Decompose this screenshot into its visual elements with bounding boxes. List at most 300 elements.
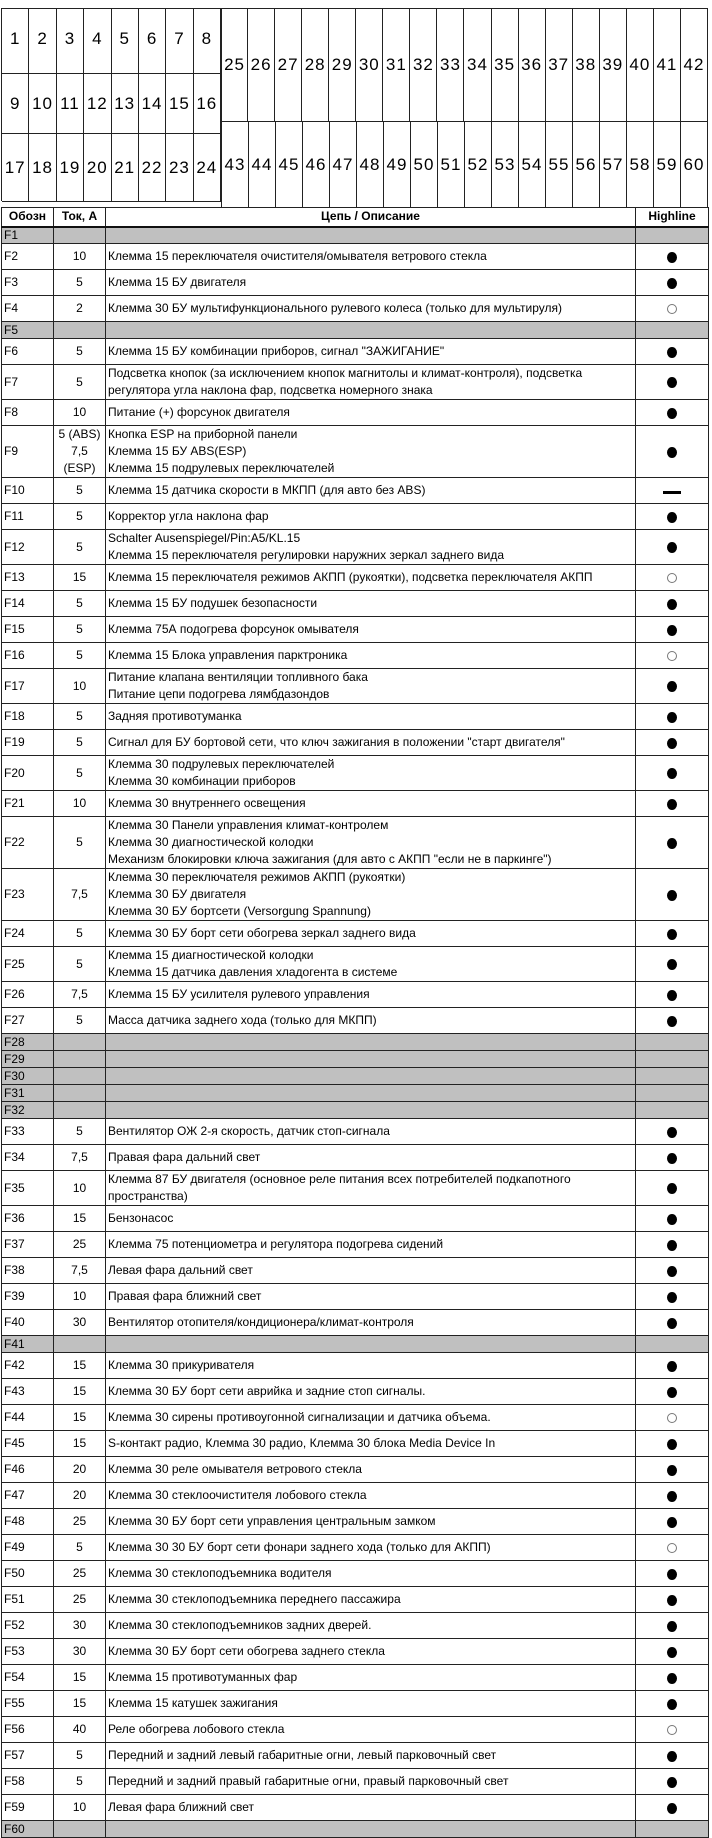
open-circle-icon <box>667 1725 677 1735</box>
description-line: Кнопка ESP на приборной панели <box>108 427 298 441</box>
highline-cell <box>636 1258 709 1284</box>
description-line: Клемма 30 переключателя режимов АКПП (рукоятки) <box>108 870 406 884</box>
table-row <box>2 921 709 947</box>
fuse-description <box>106 1769 636 1795</box>
fuse-slot: 13 <box>112 74 139 134</box>
fuse-slot: 39 <box>600 9 627 122</box>
fuse-current: 15 <box>54 1353 106 1379</box>
description-line: Клемма 30 стеклоподъемника водителя <box>108 1566 332 1580</box>
filled-circle-icon <box>667 712 677 723</box>
fuse-description <box>106 504 636 530</box>
table-row <box>2 1561 709 1587</box>
table-row <box>2 1119 709 1145</box>
fuse-slot: 11 <box>57 74 84 134</box>
description-line: Клемма 15 диагностической колодки <box>108 948 314 962</box>
description-line: Клемма 30 прикуривателя <box>108 1358 255 1372</box>
table-row <box>2 1795 709 1821</box>
table-row <box>2 1639 709 1665</box>
fuse-current: 7,5 <box>54 869 106 921</box>
fuse-description <box>106 704 636 730</box>
highline-cell <box>636 1102 709 1119</box>
fuse-designation: F40 <box>2 1310 54 1336</box>
filled-circle-icon <box>667 1621 677 1632</box>
description-line: Правая фара ближний свет <box>108 1289 262 1303</box>
fuse-slot: 25 <box>221 9 248 122</box>
fuse-description <box>106 921 636 947</box>
filled-circle-icon <box>667 929 677 940</box>
highline-cell <box>636 1206 709 1232</box>
fuse-slot: 23 <box>166 134 193 202</box>
open-circle-icon <box>667 573 677 583</box>
fuse-slot: 35 <box>492 9 519 122</box>
description-line: Клемма 30 стеклоподъемника переднего пассажира <box>108 1592 401 1606</box>
fuse-current: 5 <box>54 817 106 869</box>
fuse-description <box>106 1691 636 1717</box>
fuse-description <box>106 1795 636 1821</box>
fuse-current: 5 <box>54 1743 106 1769</box>
fuse-current: 5 <box>54 617 106 643</box>
highline-cell <box>636 1034 709 1051</box>
fuse-slot: 38 <box>573 9 600 122</box>
table-row <box>2 565 709 591</box>
fuse-current: 30 <box>54 1310 106 1336</box>
fuse-description <box>106 982 636 1008</box>
highline-cell <box>636 365 709 400</box>
table-row <box>2 591 709 617</box>
fuse-current: 15 <box>54 565 106 591</box>
description-line: Вентилятор ОЖ 2-я скорость, датчик стоп-сигнала <box>108 1124 390 1138</box>
fuse-designation: F17 <box>2 669 54 704</box>
filled-circle-icon <box>667 347 677 358</box>
description-line: Задняя противотуманка <box>108 709 242 723</box>
filled-circle-icon <box>667 1127 677 1138</box>
fuse-current: 5 <box>54 591 106 617</box>
description-line: Клемма 15 подрулевых переключателей <box>108 461 335 475</box>
fuse-designation: F31 <box>2 1085 54 1102</box>
fuse-description <box>106 1353 636 1379</box>
fuse-designation: F57 <box>2 1743 54 1769</box>
fuse-designation: F18 <box>2 704 54 730</box>
table-row <box>2 617 709 643</box>
filled-circle-icon <box>667 512 677 523</box>
fuse-designation: F55 <box>2 1691 54 1717</box>
description-line: Подсветка кнопок (за исключением кнопок магнитолы и климат-контроля), подсветка <box>108 366 583 380</box>
fuse-description <box>106 478 636 504</box>
description-line: Клемма 30 подрулевых переключателей <box>108 757 335 771</box>
fuse-designation: F2 <box>2 244 54 270</box>
fuse-current <box>54 1102 106 1119</box>
fuse-slot: 46 <box>303 122 330 208</box>
fuse-current <box>54 1068 106 1085</box>
table-row <box>2 704 709 730</box>
highline-cell <box>636 817 709 869</box>
fuse-designation: F33 <box>2 1119 54 1145</box>
description-line: Клемма 15 датчика скорости в МКПП (для авто без ABS) <box>108 483 426 497</box>
fuse-designation: F12 <box>2 530 54 565</box>
fuse-designation: F41 <box>2 1336 54 1353</box>
filled-circle-icon <box>667 1569 677 1580</box>
description-line: Клемма 30 БУ борт сети управления центральным замком <box>108 1514 436 1528</box>
highline-cell <box>636 869 709 921</box>
fuse-block-left <box>1 8 221 201</box>
highline-cell <box>636 1068 709 1085</box>
fuse-description <box>106 296 636 322</box>
filled-circle-icon <box>667 768 677 779</box>
description-line: Питание (+) форсунок двигателя <box>108 405 290 419</box>
fuse-description <box>106 227 636 244</box>
description-line: Клемма 30 комбинации приборов <box>108 774 296 788</box>
highline-cell <box>636 1431 709 1457</box>
fuse-description <box>106 1509 636 1535</box>
highline-cell <box>636 1483 709 1509</box>
highline-cell <box>636 339 709 365</box>
description-line: Клемма 30 стеклоочистителя лобового стекла <box>108 1488 367 1502</box>
dash-icon <box>663 491 681 494</box>
fuse-slot: 15 <box>166 74 193 134</box>
description-line: Правая фара дальний свет <box>108 1150 261 1164</box>
highline-cell <box>636 643 709 669</box>
table-row <box>2 1405 709 1431</box>
fuse-designation: F19 <box>2 730 54 756</box>
description-line: Клемма 87 БУ двигателя (основное реле питания всех потребителей подкапотного <box>108 1172 571 1186</box>
fuse-slot: 24 <box>194 134 221 202</box>
fuse-slot: 26 <box>248 9 275 122</box>
filled-circle-icon <box>667 278 677 289</box>
table-row <box>2 1691 709 1717</box>
fuse-current: 10 <box>54 400 106 426</box>
fuse-slot: 45 <box>276 122 303 208</box>
table-row <box>2 426 709 478</box>
fuse-description <box>106 1258 636 1284</box>
fuse-description <box>106 1284 636 1310</box>
highline-cell <box>636 1509 709 1535</box>
fuse-current: 5 <box>54 1535 106 1561</box>
table-row <box>2 244 709 270</box>
filled-circle-icon <box>667 1292 677 1303</box>
table-row <box>2 1587 709 1613</box>
table-row <box>2 1310 709 1336</box>
description-line: Клемма 15 БУ ABS(ESP) <box>108 444 247 458</box>
fuse-slot: 49 <box>384 122 411 208</box>
table-row <box>2 947 709 982</box>
description-line: Клемма 30 диагностической колодки <box>108 835 314 849</box>
fuse-designation: F6 <box>2 339 54 365</box>
fuse-current: 10 <box>54 1284 106 1310</box>
filled-circle-icon <box>667 1153 677 1164</box>
fuse-slot: 37 <box>546 9 573 122</box>
fuse-current: 5 <box>54 947 106 982</box>
fuse-slot: 6 <box>139 9 166 74</box>
fuse-slot: 55 <box>546 122 573 208</box>
table-row <box>2 504 709 530</box>
fuse-slot: 9 <box>2 74 29 134</box>
description-line: Клемма 30 сирены противоугонной сигнализации и датчика объема. <box>108 1410 491 1424</box>
current-line: (ESP) <box>63 461 96 475</box>
fuse-designation: F46 <box>2 1457 54 1483</box>
fuse-slot: 18 <box>29 134 56 202</box>
fuse-designation: F13 <box>2 565 54 591</box>
highline-cell <box>636 1405 709 1431</box>
fuse-designation: F3 <box>2 270 54 296</box>
highline-cell <box>636 227 709 244</box>
fuse-slot: 44 <box>249 122 276 208</box>
fuse-slot: 2 <box>29 9 56 74</box>
highline-cell <box>636 478 709 504</box>
fuse-description <box>106 400 636 426</box>
fuse-designation: F22 <box>2 817 54 869</box>
description-line: Клемма 30 Панели управления климат-контролем <box>108 818 389 832</box>
fuse-slot: 60 <box>681 122 708 208</box>
filled-circle-icon <box>667 1673 677 1684</box>
fuse-description <box>106 530 636 565</box>
description-line: Клемма 30 стеклоподъемников задних дверей. <box>108 1618 372 1632</box>
fuse-slot: 16 <box>194 74 221 134</box>
fuse-description <box>106 1232 636 1258</box>
table-row <box>2 1232 709 1258</box>
table-row <box>2 296 709 322</box>
fuse-description <box>106 339 636 365</box>
fuse-current <box>54 322 106 339</box>
table-row <box>2 270 709 296</box>
description-line: регулятора угла наклона фар, подсветка номерного знака <box>108 383 433 397</box>
filled-circle-icon <box>667 799 677 810</box>
description-line: Левая фара дальний свет <box>108 1263 253 1277</box>
description-line: Передний и задний левый габаритные огни, левый парковочный свет <box>108 1748 497 1762</box>
highline-cell <box>636 791 709 817</box>
fuse-slot: 22 <box>139 134 166 202</box>
fuse-slot: 51 <box>438 122 465 208</box>
fuse-slot: 21 <box>112 134 139 202</box>
table-row <box>2 756 709 791</box>
highline-cell <box>636 591 709 617</box>
highline-cell <box>636 1639 709 1665</box>
table-row <box>2 1284 709 1310</box>
fuse-description <box>106 1821 636 1838</box>
fuse-current: 5 <box>54 478 106 504</box>
highline-cell <box>636 1353 709 1379</box>
fuse-current: 5 <box>54 1008 106 1034</box>
highline-cell <box>636 1821 709 1838</box>
fuse-designation: F47 <box>2 1483 54 1509</box>
fuse-description <box>106 791 636 817</box>
fuse-current: 5 <box>54 1119 106 1145</box>
filled-circle-icon <box>667 838 677 849</box>
highline-cell <box>636 504 709 530</box>
fuse-description <box>106 270 636 296</box>
highline-cell <box>636 1171 709 1206</box>
fuse-designation: F25 <box>2 947 54 982</box>
fuse-current: 5 <box>54 704 106 730</box>
fuse-slot: 48 <box>357 122 384 208</box>
fuse-slot: 8 <box>194 9 221 74</box>
highline-cell <box>636 530 709 565</box>
table-row <box>2 791 709 817</box>
filled-circle-icon <box>667 1517 677 1528</box>
fuse-current: 5 <box>54 921 106 947</box>
description-line: Клемма 30 БУ борт сети обогрева зеркал заднего вида <box>108 926 416 940</box>
table-row <box>2 1535 709 1561</box>
fuse-designation: F45 <box>2 1431 54 1457</box>
fuse-description <box>106 1102 636 1119</box>
description-line: Клемма 75 потенциометра и регулятора подогрева сидений <box>108 1237 444 1251</box>
fuse-current: 5 <box>54 504 106 530</box>
table-row <box>2 400 709 426</box>
description-line: Клемма 30 БУ бортсети (Versorgung Spannung) <box>108 904 371 918</box>
header-highline: Highline <box>636 208 709 227</box>
filled-circle-icon <box>667 959 677 970</box>
fuse-designation: F7 <box>2 365 54 400</box>
fuse-block-right-bottom <box>221 122 708 208</box>
fuse-slot: 56 <box>573 122 600 208</box>
filled-circle-icon <box>667 990 677 1001</box>
highline-cell <box>636 704 709 730</box>
highline-cell <box>636 1336 709 1353</box>
fuse-designation: F48 <box>2 1509 54 1535</box>
highline-cell <box>636 1085 709 1102</box>
header-designation: Обозн <box>2 208 54 227</box>
fuse-description <box>106 244 636 270</box>
table-row <box>2 1102 709 1119</box>
filled-circle-icon <box>667 890 677 901</box>
fuse-description <box>106 1034 636 1051</box>
table-row <box>2 1008 709 1034</box>
description-line: Клемма 15 переключателя очистителя/омывателя ветрового стекла <box>108 249 487 263</box>
fuse-current: 5 <box>54 756 106 791</box>
fuse-designation: F20 <box>2 756 54 791</box>
fuse-current: 15 <box>54 1206 106 1232</box>
fuse-designation: F34 <box>2 1145 54 1171</box>
fuse-current <box>54 227 106 244</box>
fuse-designation: F27 <box>2 1008 54 1034</box>
fuse-description <box>106 1639 636 1665</box>
fuse-designation: F37 <box>2 1232 54 1258</box>
fuse-designation: F5 <box>2 322 54 339</box>
fuse-designation: F56 <box>2 1717 54 1743</box>
fuse-slot: 53 <box>492 122 519 208</box>
description-line: Клемма 30 БУ мультифункционального рулевого колеса (только для мультируля) <box>108 301 563 315</box>
fuse-designation: F59 <box>2 1795 54 1821</box>
filled-circle-icon <box>667 542 677 553</box>
highline-cell <box>636 1008 709 1034</box>
description-line: Клемма 30 внутреннего освещения <box>108 796 306 810</box>
fuse-current: 5 <box>54 730 106 756</box>
description-line: Корректор угла наклона фар <box>108 509 269 523</box>
fuse-slot: 54 <box>519 122 546 208</box>
current-line: 5 (ABS) <box>58 427 101 441</box>
fuse-slot: 29 <box>329 9 356 122</box>
filled-circle-icon <box>667 377 677 388</box>
fuse-description <box>106 365 636 400</box>
highline-cell <box>636 1691 709 1717</box>
fuse-designation: F32 <box>2 1102 54 1119</box>
fuse-current: 5 <box>54 643 106 669</box>
fuse-current: 10 <box>54 669 106 704</box>
fuse-description <box>106 565 636 591</box>
fuse-designation: F11 <box>2 504 54 530</box>
highline-cell <box>636 947 709 982</box>
fuse-description <box>106 1535 636 1561</box>
table-row <box>2 1085 709 1102</box>
description-line: Питание клапана вентиляции топливного бака <box>108 670 368 684</box>
fuse-description <box>106 947 636 982</box>
description-line: Клемма 30 БУ борт сети аврийка и задние стоп сигналы. <box>108 1384 426 1398</box>
table-row <box>2 1743 709 1769</box>
description-line: Клемма 15 БУ двигателя <box>108 275 247 289</box>
filled-circle-icon <box>667 681 677 692</box>
filled-circle-icon <box>667 252 677 263</box>
open-circle-icon <box>667 1543 677 1553</box>
fuse-block-right-top <box>221 8 708 122</box>
fuse-current: 15 <box>54 1405 106 1431</box>
description-line: пространства) <box>108 1189 188 1203</box>
highline-cell <box>636 1613 709 1639</box>
table-row <box>2 1769 709 1795</box>
fuse-current: 25 <box>54 1232 106 1258</box>
fuse-designation: F43 <box>2 1379 54 1405</box>
description-line: Вентилятор отопителя/кондиционера/климат-контроля <box>108 1315 414 1329</box>
highline-cell <box>636 921 709 947</box>
fuse-current: 25 <box>54 1509 106 1535</box>
fuse-designation: F52 <box>2 1613 54 1639</box>
description-line: Клемма 30 БУ двигателя <box>108 887 247 901</box>
filled-circle-icon <box>667 1361 677 1372</box>
fuse-slot: 42 <box>681 9 708 122</box>
fuse-description <box>106 1206 636 1232</box>
table-row <box>2 1613 709 1639</box>
fuse-description <box>106 1431 636 1457</box>
description-line: Schalter Ausenspiegel/Pin:A5/KL.15 <box>108 531 301 545</box>
fuse-slot: 31 <box>383 9 410 122</box>
fuse-slot: 27 <box>275 9 302 122</box>
fuse-slot: 3 <box>57 9 84 74</box>
fuse-slot: 10 <box>29 74 56 134</box>
highline-cell <box>636 1119 709 1145</box>
filled-circle-icon <box>667 1595 677 1606</box>
table-row <box>2 365 709 400</box>
filled-circle-icon <box>667 447 677 458</box>
description-line: Масса датчика заднего хода (только для МКПП) <box>108 1013 377 1027</box>
fuse-designation: F15 <box>2 617 54 643</box>
highline-cell <box>636 756 709 791</box>
description-line: Левая фара ближний свет <box>108 1800 254 1814</box>
highline-cell <box>636 322 709 339</box>
highline-cell <box>636 982 709 1008</box>
fuse-current <box>54 426 106 478</box>
fuse-current: 30 <box>54 1613 106 1639</box>
fuse-designation: F21 <box>2 791 54 817</box>
fuse-current: 10 <box>54 1171 106 1206</box>
current-line: 7,5 <box>71 444 88 458</box>
fuse-current <box>54 1085 106 1102</box>
description-line: Сигнал для БУ бортовой сети, что ключ зажигания в положении "старт двигателя" <box>108 735 565 749</box>
fuse-description <box>106 1483 636 1509</box>
fuse-designation: F53 <box>2 1639 54 1665</box>
fuse-slot: 58 <box>627 122 654 208</box>
fuse-description <box>106 1665 636 1691</box>
description-line: Клемма 15 Блока управления парктроника <box>108 648 348 662</box>
fuse-slot: 28 <box>302 9 329 122</box>
fuse-current: 15 <box>54 1665 106 1691</box>
open-circle-icon <box>667 304 677 314</box>
table-row <box>2 1068 709 1085</box>
fuse-designation: F26 <box>2 982 54 1008</box>
filled-circle-icon <box>667 1777 677 1788</box>
fuse-designation: F38 <box>2 1258 54 1284</box>
filled-circle-icon <box>667 1318 677 1329</box>
highline-cell <box>636 730 709 756</box>
fuse-designation: F23 <box>2 869 54 921</box>
fuse-designation: F58 <box>2 1769 54 1795</box>
